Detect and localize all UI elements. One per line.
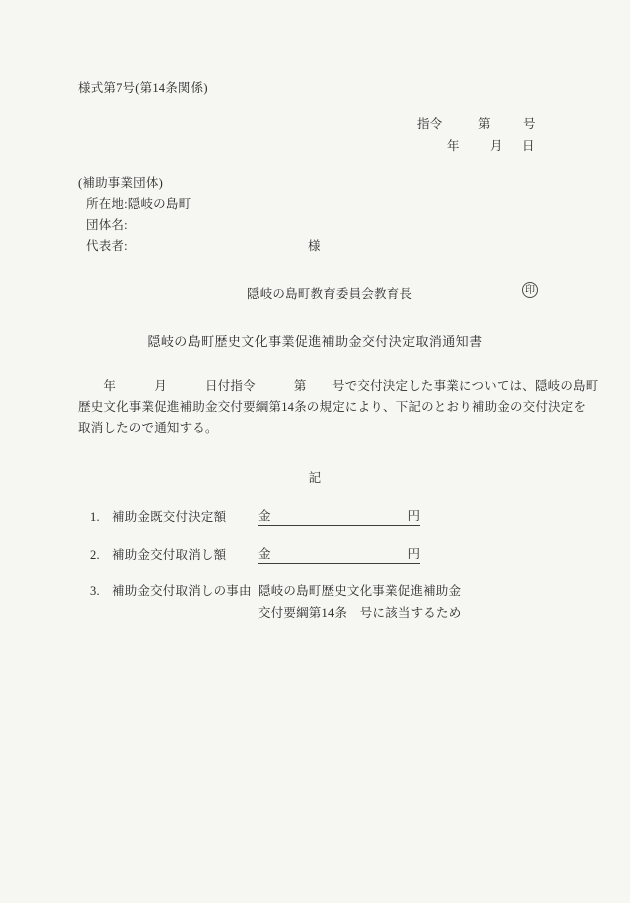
form-number-label: 様式第7号(第14条関係) — [78, 81, 208, 95]
body-line-1: 年 月 日付指令 第 号で交付決定した事業については、隠岐の島町 — [78, 379, 599, 393]
item-2-amount-prefix: 金 — [258, 547, 271, 561]
section-mark: 記 — [308, 471, 322, 485]
date-year-label: 年 — [447, 139, 460, 153]
item-row-3 — [0, 583, 630, 607]
item-1-label: 補助金既交付決定額 — [112, 510, 227, 524]
item-2-amount-suffix: 円 — [407, 547, 420, 561]
item-1-number: 1. — [90, 510, 100, 524]
directive-number-prefix: 第 — [478, 117, 491, 131]
item-1-amount-suffix: 円 — [407, 509, 420, 523]
recipient-group-label: (補助事業団体) — [78, 176, 163, 190]
item-3-reason-line-1: 隠岐の島町歴史文化事業促進補助金 — [258, 584, 462, 598]
date-day-label: 日 — [522, 139, 535, 153]
item-1-amount-prefix: 金 — [258, 509, 271, 523]
item-1-amount-blank — [258, 509, 420, 526]
recipient-org-name: 団体名: — [86, 218, 128, 232]
issuer-name: 隠岐の島町教育委員会教育長 — [247, 287, 413, 301]
item-2-label: 補助金交付取消し額 — [112, 548, 227, 562]
directive-label: 指令 — [417, 117, 443, 131]
seal-icon: 印 — [522, 282, 538, 298]
body-line-3: 取消したので通知する。 — [78, 421, 218, 435]
item-2-amount-blank — [258, 547, 420, 564]
document-title: 隠岐の島町歴史文化事業促進補助金交付決定取消通知書 — [147, 334, 483, 349]
item-3-number: 3. — [90, 584, 100, 598]
directive-number-suffix: 号 — [523, 117, 536, 131]
item-row-2 — [0, 547, 630, 571]
item-3-label: 補助金交付取消しの事由 — [112, 584, 252, 598]
date-month-label: 月 — [490, 139, 503, 153]
item-2-number: 2. — [90, 548, 100, 562]
item-3-reason-line-2: 交付要綱第14条 号に該当するため — [258, 606, 462, 620]
recipient-address: 所在地:隠岐の島町 — [86, 197, 192, 211]
recipient-representative: 代表者: — [86, 239, 128, 253]
recipient-honorific: 様 — [308, 239, 321, 253]
body-line-2: 歴史文化事業促進補助金交付要綱第14条の規定により、下記のとおり補助金の交付決定を — [78, 400, 587, 414]
item-row-1 — [0, 509, 630, 533]
